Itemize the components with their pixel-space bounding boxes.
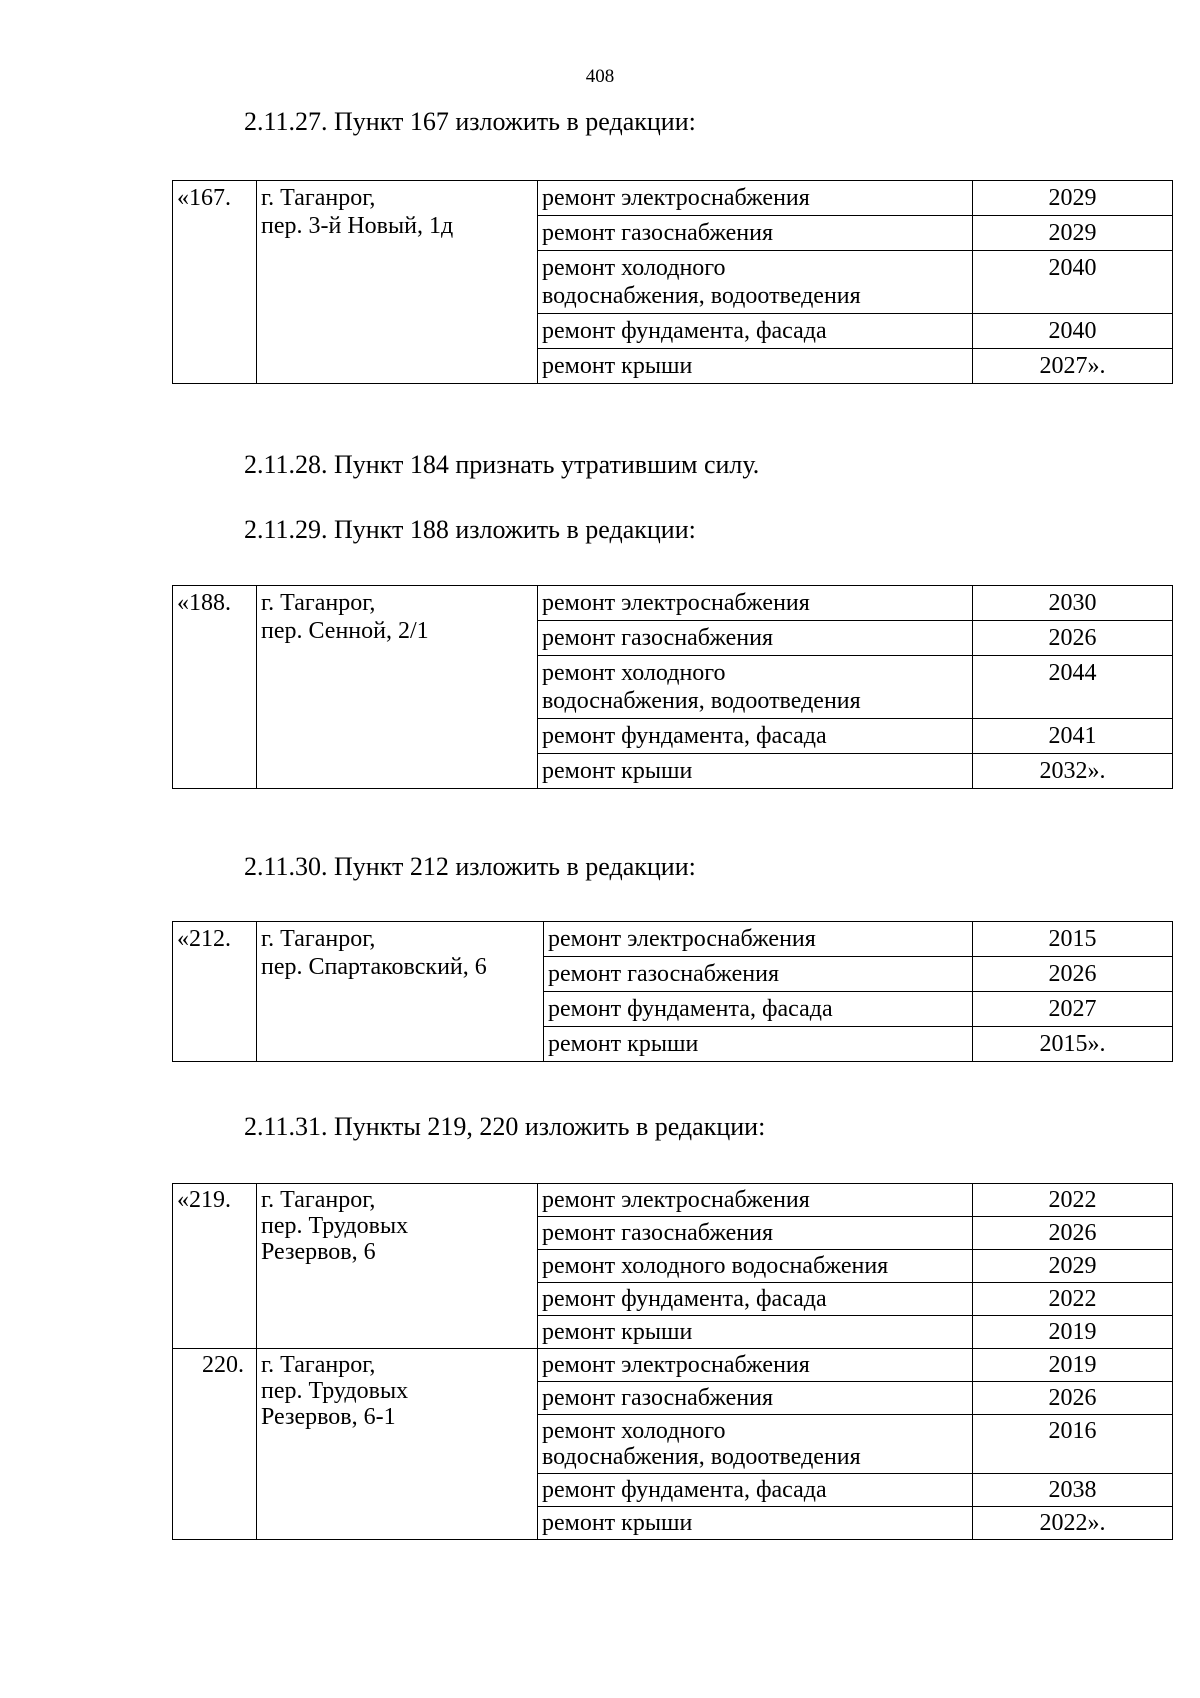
work-year: 2029 bbox=[973, 1250, 1173, 1283]
work-type bbox=[538, 251, 973, 314]
work-year: 2022 bbox=[973, 1184, 1173, 1217]
work-year: 2029 bbox=[973, 216, 1173, 251]
work-year: 2041 bbox=[973, 719, 1173, 754]
work-year: 2038 bbox=[973, 1474, 1173, 1507]
work-year: 2032». bbox=[973, 754, 1173, 789]
address-line: г. Таганрог, bbox=[261, 590, 376, 616]
item-address bbox=[257, 586, 538, 789]
work-type: ремонт крыши bbox=[538, 1507, 973, 1540]
work-type: ремонт электроснабжения bbox=[538, 181, 973, 216]
address-line: г. Таганрог, bbox=[261, 926, 376, 952]
section-heading-2-11-31: 2.11.31. Пункты 219, 220 изложить в редакции: bbox=[244, 1112, 766, 1141]
work-year: 2026 bbox=[973, 621, 1173, 656]
work-year: 2040 bbox=[973, 251, 1173, 314]
item-number: 220. bbox=[173, 1349, 257, 1540]
work-year: 2019 bbox=[973, 1316, 1173, 1349]
work-type: ремонт крыши bbox=[538, 754, 973, 789]
table-items-219-220 bbox=[172, 1183, 1173, 1540]
work-year: 2022 bbox=[973, 1283, 1173, 1316]
item-number: «188. bbox=[173, 586, 257, 789]
work-type: ремонт газоснабжения bbox=[538, 216, 973, 251]
table-row bbox=[173, 181, 1173, 216]
work-type: ремонт фундамента, фасада bbox=[538, 1283, 973, 1316]
work-year: 2040 bbox=[973, 314, 1173, 349]
work-type: ремонт фундамента, фасада bbox=[538, 1474, 973, 1507]
work-type: ремонт фундамента, фасада bbox=[538, 314, 973, 349]
work-type: ремонт крыши bbox=[538, 349, 973, 384]
item-number: «219. bbox=[173, 1184, 257, 1349]
work-year: 2026 bbox=[973, 957, 1173, 992]
work-type bbox=[538, 656, 973, 719]
work-type: ремонт крыши bbox=[538, 1316, 973, 1349]
address-line: пер. Спартаковский, 6 bbox=[261, 954, 487, 980]
section-heading-2-11-29: 2.11.29. Пункт 188 изложить в редакции: bbox=[244, 515, 696, 544]
address-line: пер. Трудовых bbox=[261, 1213, 409, 1239]
work-year: 2027». bbox=[973, 349, 1173, 384]
work-line: ремонт холодного bbox=[542, 660, 726, 686]
work-type: ремонт электроснабжения bbox=[544, 922, 973, 957]
work-line: водоснабжения, водоотведения bbox=[542, 688, 861, 714]
work-line: водоснабжения, водоотведения bbox=[542, 1444, 861, 1470]
work-line: ремонт холодного bbox=[542, 1418, 726, 1444]
section-heading-2-11-28: 2.11.28. Пункт 184 признать утратившим силу. bbox=[244, 450, 760, 479]
work-year: 2015». bbox=[973, 1027, 1173, 1062]
work-type: ремонт крыши bbox=[544, 1027, 973, 1062]
work-year: 2030 bbox=[973, 586, 1173, 621]
work-type: ремонт электроснабжения bbox=[538, 1349, 973, 1382]
page-number: 408 bbox=[585, 66, 615, 87]
table-item-212 bbox=[172, 921, 1173, 1062]
table-row bbox=[173, 586, 1173, 621]
section-heading-2-11-27: 2.11.27. Пункт 167 изложить в редакции: bbox=[244, 107, 696, 136]
address-line: Резервов, 6-1 bbox=[261, 1404, 396, 1430]
work-year: 2019 bbox=[973, 1349, 1173, 1382]
work-type: ремонт фундамента, фасада bbox=[544, 992, 973, 1027]
table-item-188 bbox=[172, 585, 1173, 789]
work-line: ремонт холодного bbox=[542, 255, 726, 281]
table-row bbox=[173, 1184, 1173, 1217]
work-type: ремонт холодного водоснабжения bbox=[538, 1250, 973, 1283]
work-type: ремонт фундамента, фасада bbox=[538, 719, 973, 754]
address-line: пер. Сенной, 2/1 bbox=[261, 618, 429, 644]
work-year: 2029 bbox=[973, 181, 1173, 216]
work-type: ремонт электроснабжения bbox=[538, 586, 973, 621]
item-address bbox=[257, 1349, 538, 1540]
item-number: «167. bbox=[173, 181, 257, 384]
work-type: ремонт электроснабжения bbox=[538, 1184, 973, 1217]
work-year: 2022». bbox=[973, 1507, 1173, 1540]
work-year: 2015 bbox=[973, 922, 1173, 957]
item-address bbox=[257, 181, 538, 384]
work-type: ремонт газоснабжения bbox=[538, 1217, 973, 1250]
work-line: водоснабжения, водоотведения bbox=[542, 283, 861, 309]
work-type: ремонт газоснабжения bbox=[538, 621, 973, 656]
work-year: 2026 bbox=[973, 1382, 1173, 1415]
address-line: г. Таганрог, bbox=[261, 1187, 376, 1213]
table-item-167 bbox=[172, 180, 1173, 384]
address-line: г. Таганрог, bbox=[261, 185, 376, 211]
address-line: Резервов, 6 bbox=[261, 1239, 376, 1265]
table-row bbox=[173, 922, 1173, 957]
work-year: 2044 bbox=[973, 656, 1173, 719]
work-year: 2026 bbox=[973, 1217, 1173, 1250]
table-row bbox=[173, 1349, 1173, 1382]
work-year: 2016 bbox=[973, 1415, 1173, 1474]
address-line: пер. Трудовых bbox=[261, 1378, 409, 1404]
item-number: «212. bbox=[173, 922, 257, 1062]
address-line: г. Таганрог, bbox=[261, 1352, 376, 1378]
work-type bbox=[538, 1415, 973, 1474]
address-line: пер. 3-й Новый, 1д bbox=[261, 213, 454, 239]
section-heading-2-11-30: 2.11.30. Пункт 212 изложить в редакции: bbox=[244, 852, 696, 881]
item-address bbox=[257, 922, 544, 1062]
work-type: ремонт газоснабжения bbox=[538, 1382, 973, 1415]
work-type: ремонт газоснабжения bbox=[544, 957, 973, 992]
item-address bbox=[257, 1184, 538, 1349]
work-year: 2027 bbox=[973, 992, 1173, 1027]
